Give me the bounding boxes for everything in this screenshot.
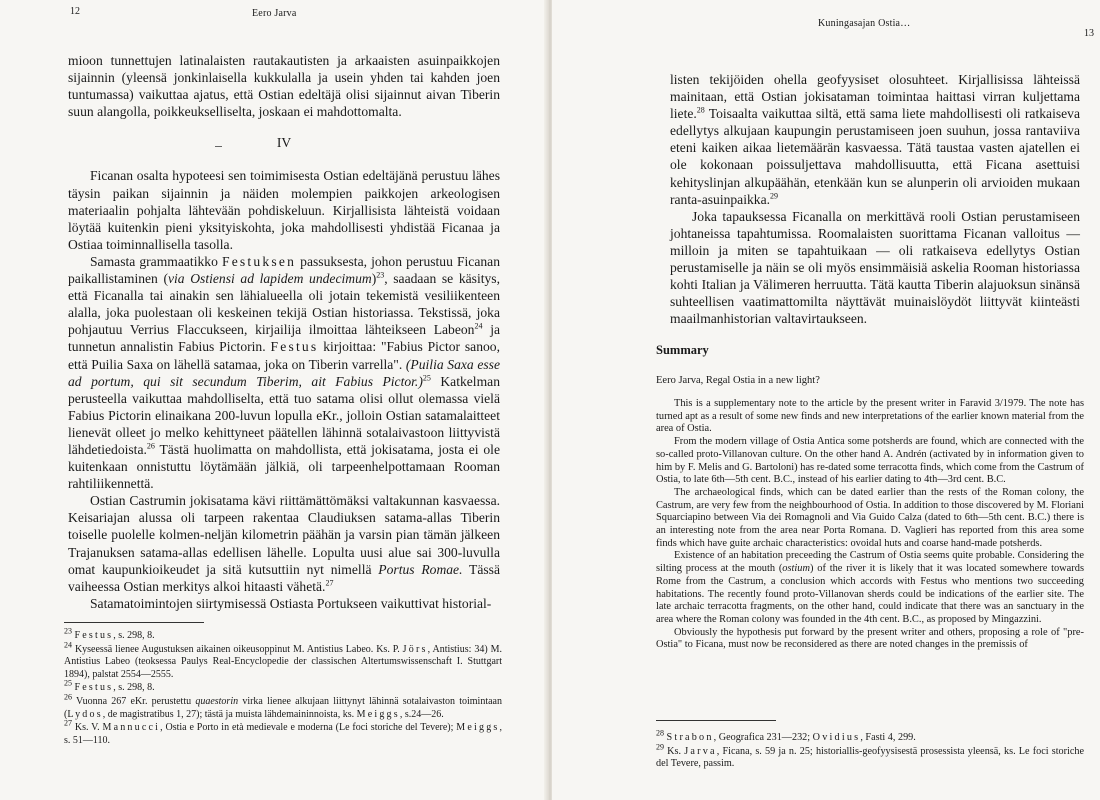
footnotes	[64, 626, 502, 748]
footnote: $^{24}$ Kyseessä lienee Augustuksen aikainen oikeusoppinut M. Antistius Labeo. Ks. P. Jörs, Antistius: 34) M. Antistius Labeo (teoksessa Paulys Real-Encyclopedie der classischen Altertumswissenschaft I. Stuttgart 1894), palstat 2554—2555.	[64, 640, 502, 680]
summary-text	[656, 398, 1084, 652]
footnote: $^{28}$ Strabon, Geografica 231—232; Ovidius, Fasti 4, 299.	[656, 728, 916, 743]
page-number: 12	[70, 6, 80, 17]
summary-heading: Summary	[656, 343, 709, 357]
left-page	[0, 0, 548, 800]
ornament-dash	[215, 146, 222, 147]
footnote: $^{23}$ Festus, s. 298, 8.	[64, 626, 155, 641]
paragraph: From the modern village of Ostia Antica some potsherds are found, which are connected with the so-called proto-Villanovan culture. On the other hand A. Andrén (activated by in information given to him by F. Melis and G. Bartoloni) has re-dated some terracotta finds, which come from the Castrum of Ostia, to late 6th—5th cent. B.C., instead of his earlier dating to 4th—3rd cent. B.C.	[656, 436, 1084, 486]
section-number: IV	[276, 135, 292, 151]
paragraph: listen tekijöiden ohella geofyysiset olosuhteet. Kirjallisissa lähteissä mainitaan, että Ostian jokisataman toimintaa haittasi virran kuljettama liete.$^{28}$ Toisaalta vaikuttaa siltä, että sama liete mahdollisesti oli ratkaiseva edellytys alkujaan kaupungin perustamiseen joen suuhun, jossa rantaviiva eteni kaiken aikaa lietemäärän kasvaessa. Tätä taustaa vasten ajatellen ei ole kokonaan poissuljettava mahdollisuutta, että Ficana asettuisi kehityslinjan alkupäähän, etenkään kun se alunperin oli arvioiden mukaan ranta-asuinpaikka.$^{29}$	[670, 72, 1080, 207]
right-page	[552, 0, 1100, 800]
footnote: $^{26}$ Vuonna 267 eKr. perustettu quaestorin virka lienee alkujaan liittynyt lähinnä sotalaivaston toimintaan (Lydos, de magistratibus 1, 27); tästä ja muista lähdemaininnoista, ks. Meiggs, s.24—26.	[64, 692, 502, 720]
paragraph: Joka tapauksessa Ficanalla on merkittävä rooli Ostian perustamiseen johtaneissa tapahtumissa. Roomalaisten suorittama Ficanan valloitus — milloin ja miten se tapahtuikaan — oli ratkaiseva edellytys Ostian perustamiselle ja näin se oli myös ensimmäisiä askelia Rooman historiassa kohti Italian ja Välimeren herruutta. Tätä kautta Tiberin alajuoksun sinänsä suhteellisen vaatimattomilta näyttävät muinaislöydöt liittyvät kiinteästi maailmanhistorian valtavirtaukseen.	[670, 208, 1080, 327]
footnote: $^{27}$ Ks. V. Mannucci, Ostia e Porto in età medievale e moderna (Le foci storiche del Tevere); Meiggs, s. 51—110.	[64, 718, 502, 746]
paragraph: mioon tunnettujen latinalaisten rautakautisten ja arkaaisten asuinpaikkojen sijainnin (yleensä jonkinlaisella kukkulalla ja usein yhden tai kahden joen tuntumassa) vaikuttaa ajatus, että Ostian edeltäjä olisi sijainnut aivan Tiberin suun alangolla, poikkeukselliselta, joskaan ei mahdottomalta.	[68, 53, 500, 120]
footnote: $^{29}$ Ks. Jarva, Ficana, s. 59 ja n. 25; historiallis-geofyysisestä prosessista yleensä, ks. Le foci storiche del Tevere, passim.	[656, 742, 1084, 770]
paragraph: Ficanan osalta hypoteesi sen toimimisesta Ostian edeltäjänä perustuu lähes täysin paikan sijainnin ja näiden molempien paikkojen arkeologisen materiaalin pohjalta lähtevään pohdiskeluun. Kirjallisista lähteistä voidaan löytää kuitenkin pieni yksityiskohta, joka mahdollisesti yhdistää Ficanaa ja Ostiaa toiminnallisella tasolla.	[68, 168, 500, 252]
paragraph: Obviously the hypothesis put forward by the present writer and others, proposing a role of "pre-Ostia" to Ficana, must now be reconsidered as there are noted changes in the premissis of	[656, 626, 1084, 651]
running-head: Kuningasajan Ostia…	[818, 18, 911, 29]
page-number: 13	[1084, 28, 1094, 39]
paragraph: Ostian Castrumin jokisatama kävi riittämättömäksi valtakunnan kasvaessa. Keisariajan alussa oli tarpeen rakentaa Claudiuksen satama-allas Tiberin toiselle puolelle kolmen-neljän kilometrin päähän ja varsin pian tämän jälkeen Trajanuksen satama-allas edellisen lähelle. Lopulta uusi alue sai 300-luvulla omat kaupunkioikeudet ja sitä kutsuttiin nyt nimellä Portus Romae. Tässä vaiheessa Ostian merkitys alkoi hitaasti vähetä.$^{27}$	[68, 493, 500, 594]
paragraph: The archaeological finds, which can be dated earlier than the rests of the Roman colony, the Castrum, are very few from the neighbourhood of Ostia. In addition to those discovered by M. Floriani Squarciapino between Via dei Romagnoli and Via Guido Calza (dated to 6th—5th cent. B.C.) there is an interesting note from the area near Porta Romana. D. Vaglieri has reported from this area some finds which have guite archaic characteristics: ovoidal huts and coarse hand-made potsherds.	[656, 486, 1084, 549]
left-body	[68, 52, 500, 612]
right-body	[670, 71, 1080, 327]
footnote-rule	[656, 720, 776, 721]
paragraph: Satamatoimintojen siirtymisessä Ostiasta Portukseen vaikuttivat historial-	[90, 595, 492, 611]
footnote-rule	[64, 622, 204, 623]
paragraph: Existence of an habitation preceeding the Castrum of Ostia seems quite probable. Considering the silting process at the mouth (ostium) of the river it is likely that it was located somewhere towards Rome from the Castrum, a conclusion which accords with Festus who mentions two succeeding habitations. The recently found proto-Villanovan sherds could be indications of the earlier site. The late archaic terracotta fragments, on the other hand, could indicate that there was an sanctuary in the area where the Roman colony was founded in the 4th cent. B.C., as proposed by Mingazzini.	[656, 550, 1084, 625]
paragraph: This is a supplementary note to the article by the present writer in Faravid 3/1979. The note has turned apt as a result of some new finds and new interpretations of the earlier known material from the area of Ostia.	[656, 398, 1084, 435]
running-head: Eero Jarva	[252, 8, 297, 19]
footnote: $^{25}$ Festus, s. 298, 8.	[64, 679, 155, 694]
paragraph: Samasta grammaatikko Festuksen passuksesta, johon perustuu Ficanan paikallistaminen (via Ostiensi ad lapidem undecimum)$^{23}$, saadaan se käsitys, että Ficanalla tai ainakin sen lähialueella oli jotain tekemistä vesiliikenteen alalla, joka puolestaan oli keskeinen tekijä Ostian historiassa. Tekstissä, joka pohjautuu Verrius Flaccukseen, kirjailija ilmoittaa lähteikseen Labeon$^{24}$ ja tunnetun annalistin Fabius Pictorin. Festus kirjoittaa: "Fabius Pictor sanoo, että Puilia Saxa on lähellä satamaa, joka on Tiberin varrella". (Puilia Saxa esse ad portum, qui sit secundum Tiberim, ait Fabius Pictor.)$^{25}$ Katkelman perusteella vaikuttaa mahdolliselta, että tuo satama olisi ollut olemassa vielä Fabius Pictorin elinaikana 200-luvun lopulla eKr., jolloin Ostian satamalaitteet lienevät olleet jo melko kehittyneet päätellen lähinnä sotalaivastoon liittyvistä lähdetiedoista.$^{26}$ Tästä huolimatta on mahdollista, että jokisatama, josta ei ole kuitenkaan onnistuttu löytämään jälkiä, oli tarpeenhelpottamaan Rooman rahtiliikennettä.	[68, 253, 501, 492]
summary-byline: Eero Jarva, Regal Ostia in a new light?	[656, 375, 820, 386]
footnotes	[656, 728, 1084, 772]
